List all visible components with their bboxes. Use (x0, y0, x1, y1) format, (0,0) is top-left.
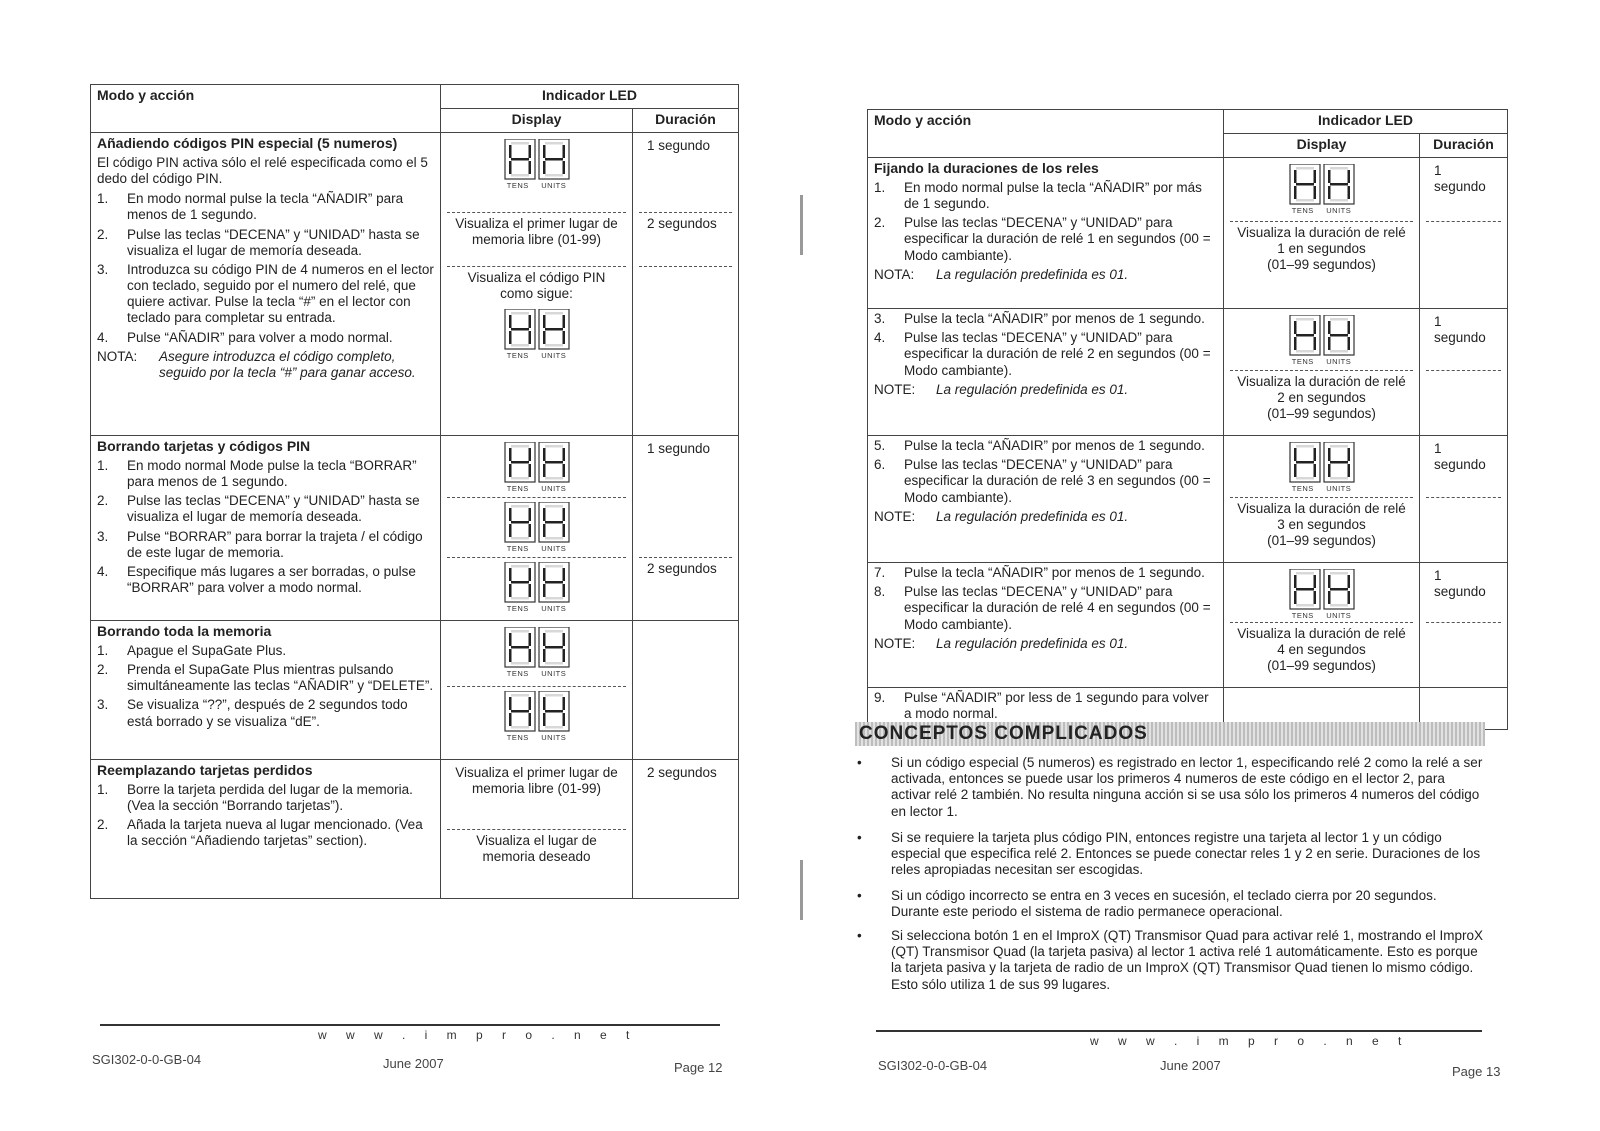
header-duration: Duración (633, 109, 739, 133)
section-title: Añadiendo códigos PIN especial (5 numeros) (97, 135, 398, 151)
note: NOTE: La regulación predefinida es 01. (874, 381, 1129, 397)
led-units-label: UNITS (541, 181, 567, 190)
list-item: • Si se requiere la tarjeta plus código PIN, entonces registre una tarjeta al lector 1 y un código especial que especifica relé 2. Entonces se puede conectar reles 1 y 2 en serie. Duraciones de los reles apropiadas necesitan ser escogidas. (857, 830, 1481, 878)
led-display-icon (501, 627, 573, 679)
footer-doc-code: SGI302-0-0-GB-04 (92, 1052, 202, 1067)
bullet-icon: • (857, 888, 862, 903)
list-item: • Si un código especial (5 numeros) es registrado en lector 1, especificando relé 2 como la relé a ser activada, entonces se puede usar los primeros 4 numeros de este código en el lector 2, para activar relé 2 también. No resulta ninguna acción si se usa sólo los primeros 4 numeros del código en lector 1. (857, 755, 1483, 819)
header-duration: Duración (1420, 134, 1508, 158)
led-units-label: UNITS (1326, 357, 1352, 366)
list-item: 4. Especifique más lugares a ser borradas, o pulse “BORRAR” para volver a modo normal. (97, 563, 416, 596)
led-units-label: UNITS (541, 544, 567, 553)
led-tens-label: TENS (506, 351, 529, 361)
led-display-icon (501, 502, 573, 554)
led-display-icon (1286, 569, 1358, 621)
display-text: Visualiza el primer lugar de memoria libre (01-99) (455, 216, 618, 248)
list-item: 7. Pulse la tecla “AÑADIR” por menos de 1 segundo. (874, 565, 1205, 580)
duration-text: 1 segundo (1434, 568, 1486, 600)
section-title: Borrando toda la memoria (97, 623, 272, 639)
range-text: (01–99 segundos) (1267, 406, 1376, 422)
footer-rule (100, 1024, 720, 1026)
list-item: 4. Pulse las teclas “DECENA” y “UNIDAD” para especificar la duración de relé 2 en segundos (00 = Modo cambiante). (874, 330, 1211, 378)
section-set-durations (868, 158, 1224, 309)
duration-text: 1 segundo (647, 138, 711, 153)
led-tens-label: TENS (506, 669, 529, 678)
duration-text: 1 segundo (1434, 314, 1486, 346)
list-item: 3. Introduzca su código PIN de 4 numeros en el lector con teclado, seguido por el numero del relé, que quiere activar. Pulse la tecla “#” en el lector con teclado para completar su entrada. (97, 261, 434, 326)
led-tens-label: TENS (506, 733, 529, 742)
list-item: 1. En modo normal pulse la tecla “AÑADIR” para menos de 1 segundo. (97, 191, 404, 223)
section-erase-memory (91, 621, 441, 760)
led-display-icon (501, 691, 573, 743)
list-item: 3. Pulse la tecla “AÑADIR” por menos de 1 segundo. (874, 311, 1205, 326)
range-text: (01–99 segundos) (1267, 533, 1376, 549)
led-display-icon (501, 562, 573, 614)
table-row (91, 621, 739, 760)
section-add-pin (91, 133, 441, 436)
list-item: 1. Apague el SupaGate Plus. (97, 642, 287, 658)
led-tens-label: TENS (506, 484, 529, 493)
duration-text: 2 segundos (647, 765, 717, 780)
list-item: 2. Pulse las teclas “DECENA” y “UNIDAD” hasta se visualiza el lugar de memoría deseada. (97, 493, 420, 525)
led-units-label: UNITS (1326, 484, 1352, 493)
list-item: 9. Pulse “AÑADIR” por less de 1 segundo para volver a modo normal. (874, 690, 1209, 722)
table-row (868, 563, 1508, 688)
table-row (868, 158, 1508, 309)
duration-text: 1 segundo (647, 441, 711, 456)
led-tens-label: TENS (506, 181, 529, 190)
list-item: 6. Pulse las teclas “DECENA” y “UNIDAD” para especificar la duración de relé 3 en segundos (00 = Modo cambiante). (874, 457, 1211, 505)
led-units-label: UNITS (1326, 611, 1352, 620)
list-item: 2. Prenda el SupaGate Plus mientras pulsando simultáneamente las teclas “AÑADIR” y “DELETE”. (97, 661, 434, 694)
left-table (90, 84, 739, 899)
display-text: Visualiza el primer lugar de memoria libre (01-99) (455, 765, 618, 797)
footer-page: Page 13 (1452, 1064, 1501, 1079)
bullet-icon: • (857, 928, 862, 943)
section-title: Borrando tarjetas y códigos PIN (97, 438, 311, 454)
led-units-label: UNITS (541, 669, 567, 678)
section-delete-cards (91, 436, 441, 621)
header-mode: Modo y acción (868, 110, 1224, 158)
list-item: 4. Pulse “AÑADIR” para volver a modo normal. (97, 329, 393, 345)
led-display-icon (501, 442, 573, 494)
right-table (867, 109, 1508, 730)
note: NOTA: La regulación predefinida es 01. (874, 266, 1129, 282)
led-units-label: UNITS (541, 733, 567, 742)
range-text: (01–99 segundos) (1267, 658, 1376, 674)
table-row (868, 309, 1508, 436)
list-item: 2. Añada la tarjeta nueva al lugar mencionado. (Vea la sección “Añadiendo tarjetas” section). (97, 817, 423, 849)
footer-date: June 2007 (1160, 1058, 1221, 1073)
led-units-label: UNITS (541, 484, 567, 493)
section-intro: El código PIN activa sólo el relé especificada como el 5 dedo del código PIN. (97, 154, 428, 186)
range-text: (01–99 segundos) (1267, 257, 1376, 273)
list-item: 2. Pulse las teclas “DECENA” y “UNIDAD” para especificar la duración de relé 1 en segundos (00 = Modo cambiante). (874, 215, 1211, 263)
footer-page: Page 12 (674, 1060, 723, 1075)
duration-text: 1 segundo (1434, 163, 1486, 195)
led-tens-label: TENS (506, 544, 529, 553)
binding-mark (800, 195, 803, 255)
display-text: Visualiza la duración de relé 1 en segundos (1237, 225, 1406, 257)
display-text: Visualiza la duración de relé 3 en segundos (1237, 501, 1406, 533)
led-display-icon (1286, 442, 1358, 494)
header-led: Indicador LED (441, 85, 739, 109)
note: NOTA: Asegure introduzca el código completo, seguido por la tecla “#” para ganar acceso. (97, 348, 416, 381)
list-item: 2. Pulse las teclas “DECENA” y “UNIDAD” hasta se visualiza el lugar de memoría deseada. (97, 226, 420, 258)
list-item: 5. Pulse la tecla “AÑADIR” por menos de 1 segundo. (874, 438, 1205, 453)
bullet-icon: • (857, 755, 862, 770)
list-item: 3. Pulse “BORRAR” para borrar la trajeta / el código de este lugar de memoria. (97, 528, 423, 560)
list-item: 1. En modo normal Mode pulse la tecla “BORRAR” para menos de 1 segundo. (97, 457, 417, 489)
led-units-label: UNITS (541, 604, 567, 613)
header-led: Indicador LED (1224, 110, 1508, 134)
note: NOTE: La regulación predefinida es 01. (874, 508, 1129, 524)
display-text: Visualiza el código PIN como sigue: (467, 270, 606, 302)
section-banner: CONCEPTOS COMPLICADOS (855, 722, 1485, 746)
section-title: Reemplazando tarjetas perdidos (97, 762, 313, 778)
section-title: Fijando la duraciones de los reles (874, 160, 1099, 176)
display-text: Visualiza la duración de relé 4 en segundos (1237, 626, 1406, 658)
header-display: Display (1224, 134, 1420, 158)
note: NOTE: La regulación predefinida es 01. (874, 635, 1129, 651)
footer-date: June 2007 (383, 1056, 444, 1071)
footer-website: w w w . i m p r o . n e t (318, 1028, 638, 1042)
duration-text: 2 segundos (647, 561, 717, 576)
list-item: • Si selecciona botón 1 en el ImproX (QT) Transmisor Quad para activar relé 1, mostrando el ImproX (QT) Transmisor Quad (la tarjeta pasiva) al lector 1 activa relé 1 automáticamente. Esto es porque la tarjeta pasiva y la tarjeta de radio de un ImproX (QT) Transmisor Quad tienen lo mismo código. Esto sólo utiliza 1 de sus 99 lugares. (857, 928, 1484, 992)
table-row (91, 436, 739, 621)
header-display: Display (441, 109, 633, 133)
bullet-icon: • (857, 830, 862, 845)
led-display-icon (501, 309, 573, 361)
duration-text: 2 segundos (647, 216, 717, 231)
footer-doc-code: SGI302-0-0-GB-04 (878, 1058, 988, 1073)
list-item: • Si un código incorrecto se entra en 3 veces en sucesión, el teclado cierra por 20 segundos. Durante este periodo el sistema de radio permanece operacional. (857, 888, 1437, 920)
table-row (868, 436, 1508, 563)
led-display-icon (1286, 315, 1358, 367)
footer-website: w w w . i m p r o . n e t (1090, 1034, 1410, 1048)
list-item: 1. Borre la tarjeta perdida del lugar de la memoria. (Vea la sección “Borrando tarjetas”). (97, 781, 413, 813)
led-tens-label: TENS (1291, 484, 1314, 493)
display-text: Visualiza la duración de relé 2 en segundos (1237, 374, 1406, 406)
led-tens-label: TENS (506, 604, 529, 613)
led-display-icon (1286, 164, 1358, 216)
table-row (91, 133, 739, 436)
led-units-label: UNITS (541, 351, 567, 361)
display-text: Visualiza el lugar de memoria deseado (476, 833, 597, 865)
table-row (91, 760, 739, 899)
footer-rule (876, 1030, 1482, 1032)
led-tens-label: TENS (1291, 357, 1314, 366)
list-item: 8. Pulse las teclas “DECENA” y “UNIDAD” para especificar la duración de relé 4 en segundos (00 = Modo cambiante). (874, 584, 1211, 632)
list-item: 1. En modo normal pulse la tecla “AÑADIR” por más de 1 segundo. (874, 179, 1202, 211)
section-replace-cards (91, 760, 441, 899)
binding-mark (800, 860, 803, 920)
led-units-label: UNITS (1326, 206, 1352, 215)
led-tens-label: TENS (1291, 206, 1314, 215)
led-display-icon (501, 139, 573, 191)
led-tens-label: TENS (1291, 611, 1314, 620)
duration-text: 1 segundo (1434, 441, 1486, 473)
header-mode: Modo y acción (91, 85, 441, 133)
list-item: 3. Se visualiza “??”, después de 2 segundos todo está borrado y se visualiza “dE”. (97, 697, 408, 729)
